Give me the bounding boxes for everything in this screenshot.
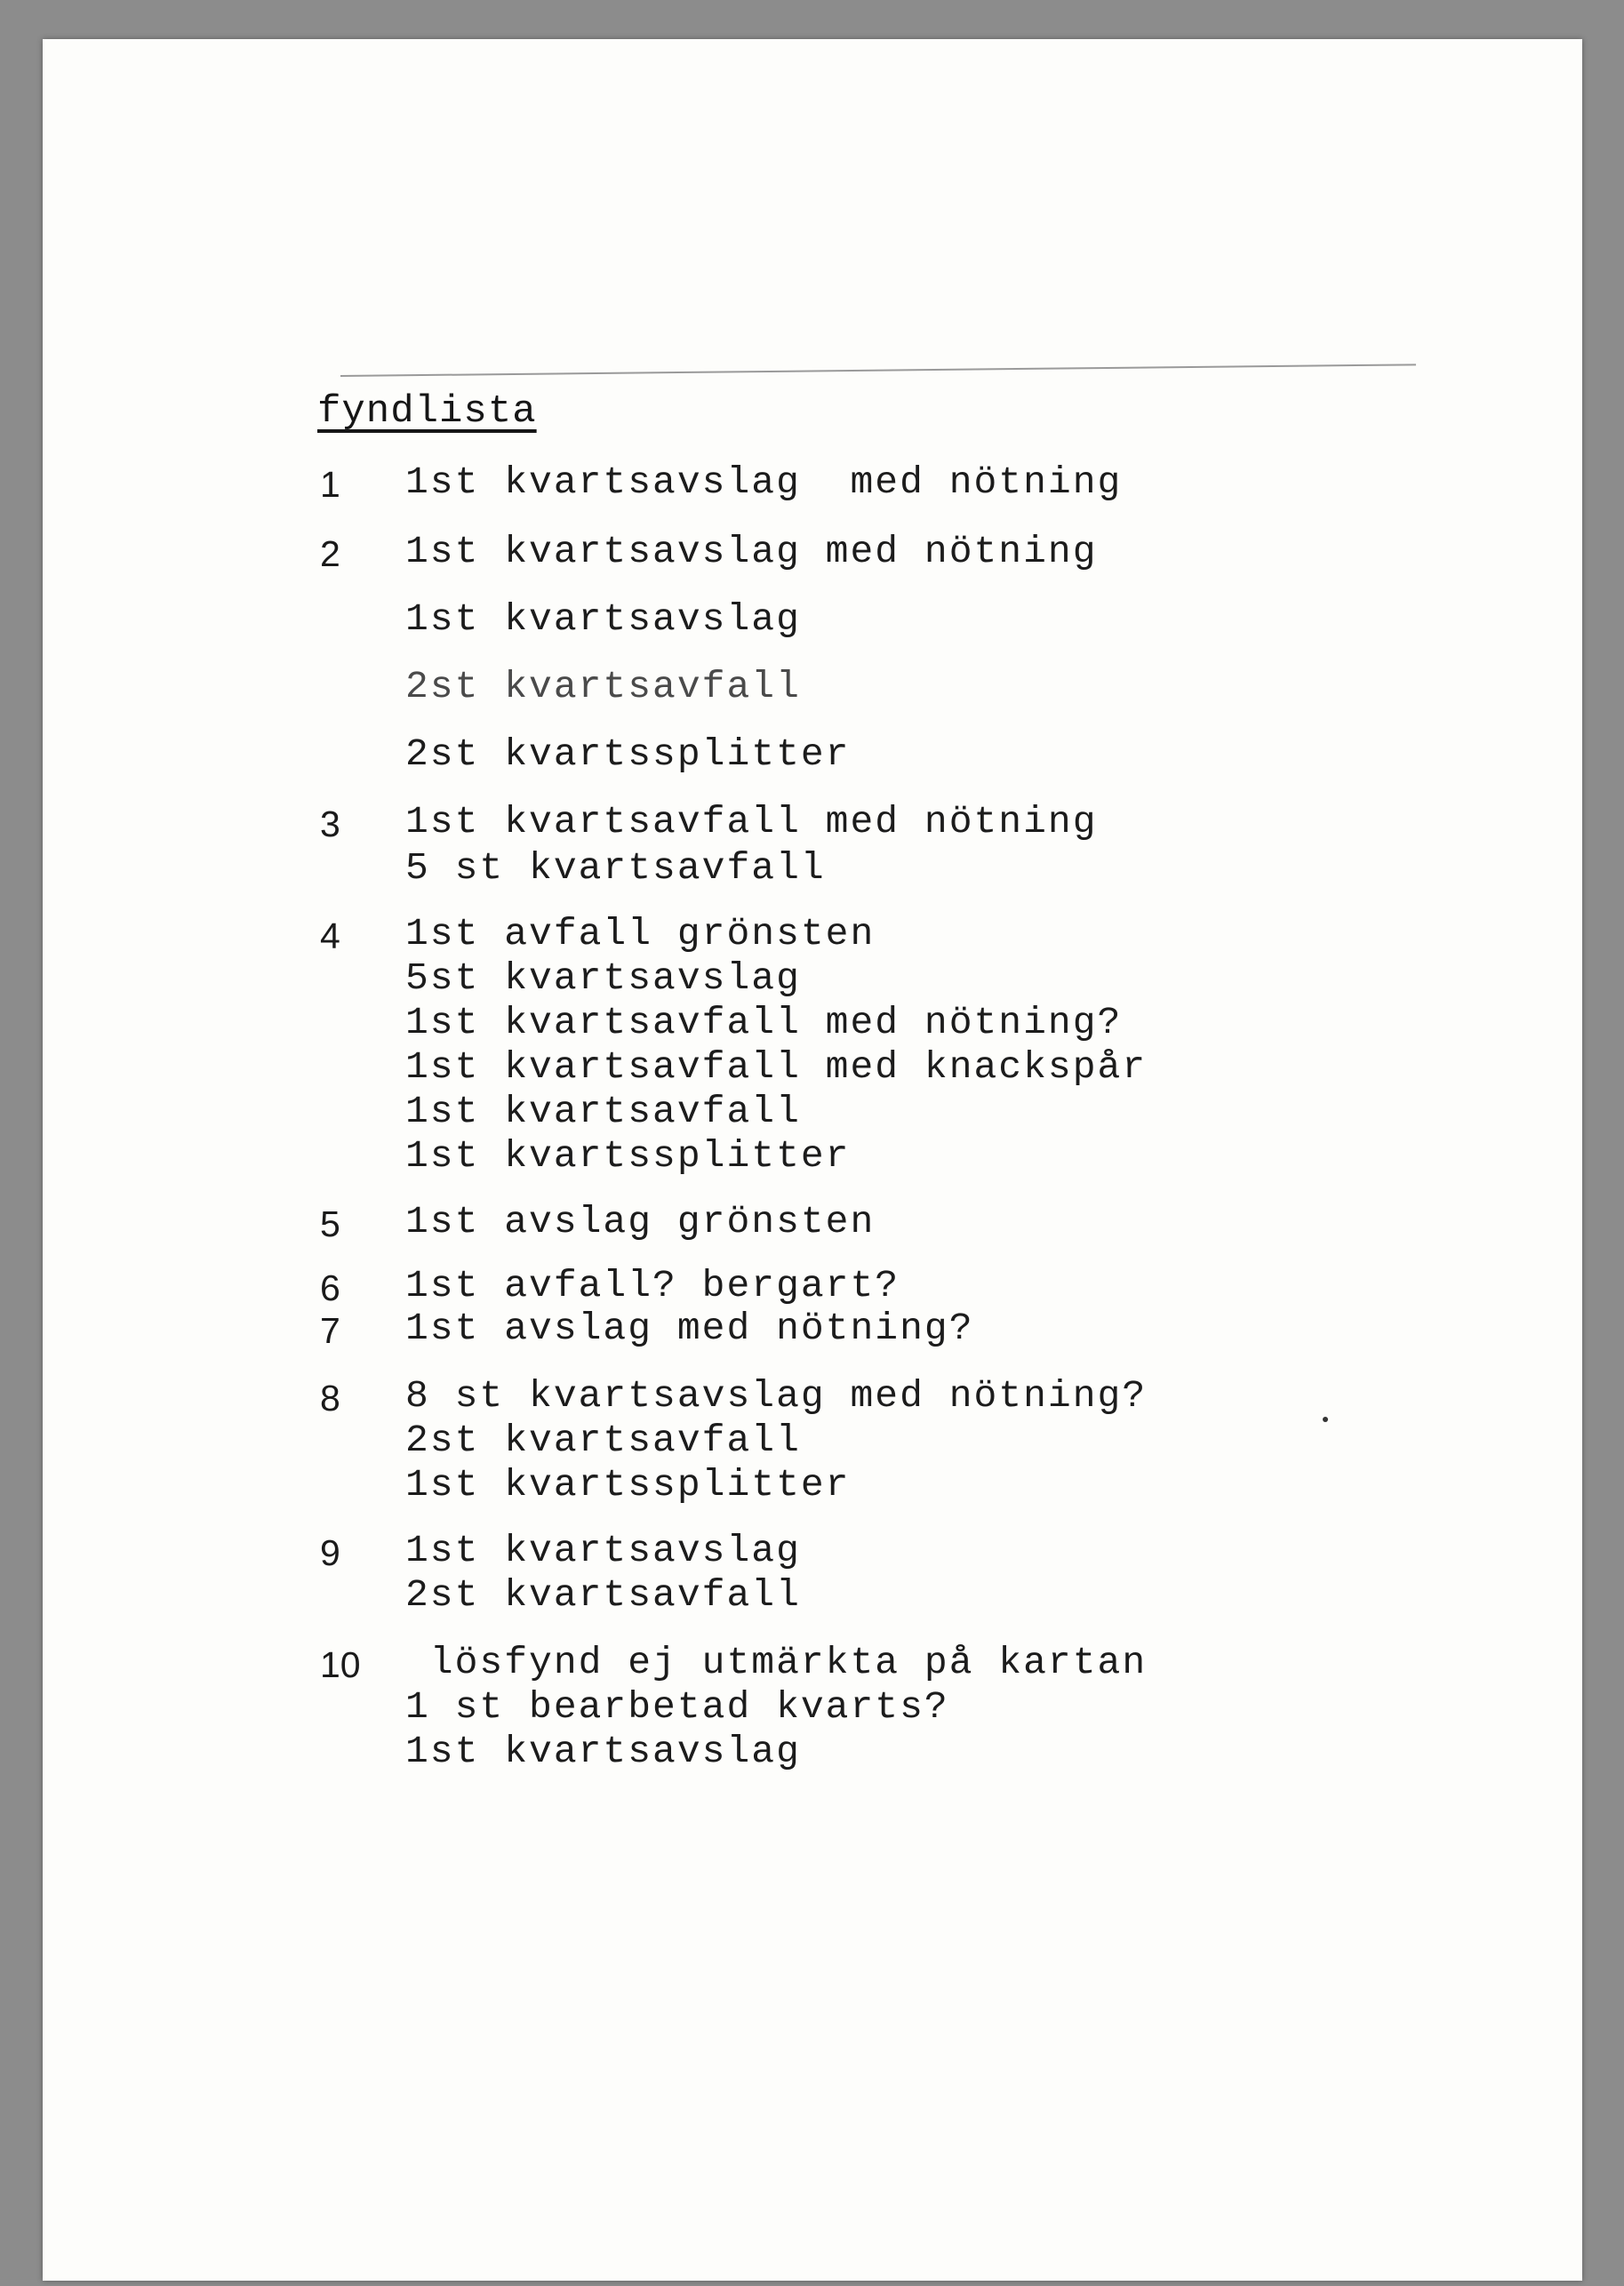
entry-line: 1st kvartsavslag med nötning (405, 530, 1098, 573)
entry-line: 1st kvartsavslag (405, 1730, 801, 1773)
entry-number: 4 (320, 915, 340, 956)
entry-number: 7 (320, 1310, 340, 1351)
entry-line: 8 st kvartsavslag med nötning? (405, 1374, 1148, 1418)
entry-number: 5 (320, 1203, 340, 1244)
entry-line: 1st kvartsavfall med nötning (405, 800, 1098, 843)
entry-line: 1st kvartssplitter (405, 1463, 851, 1507)
entry-number: 2 (320, 533, 340, 574)
entry-number: 9 (320, 1532, 340, 1573)
entry-line: lösfynd ej utmärkta på kartan (405, 1641, 1148, 1684)
entry-line: 1st kvartsavfall med nötning? (405, 1001, 1123, 1044)
entry-line: 2st kvartsavfall (405, 1419, 801, 1462)
entry-line: 1st kvartsavslag (405, 597, 801, 641)
entry-line: 1st avslag med nötning? (405, 1307, 974, 1350)
entry-number: 3 (320, 803, 340, 844)
ink-speck (1323, 1417, 1328, 1422)
entry-line: 1st avslag grönsten (405, 1200, 876, 1243)
entry-number: 1 (320, 464, 340, 505)
entry-line: 2st kvartsavfall (405, 1573, 801, 1617)
entry-line: 5st kvartsavslag (405, 956, 801, 1000)
entry-line: 1 st bearbetad kvarts? (405, 1685, 949, 1729)
entry-line: 1st kvartssplitter (405, 1134, 851, 1178)
entry-line: 1st kvartsavslag med nötning (405, 460, 1123, 504)
entry-line: 1st kvartsavfall (405, 1090, 801, 1133)
entry-line: 1st kvartsavfall med knackspår (405, 1045, 1148, 1089)
entry-number: 6 (320, 1267, 340, 1308)
entry-number: 8 (320, 1378, 340, 1419)
header-rule (340, 364, 1416, 377)
entry-line: 1st avfall? bergart? (405, 1264, 900, 1307)
entry-number: 10 (320, 1644, 361, 1685)
entry-line: 5 st kvartsavfall (405, 846, 826, 890)
entry-line: 1st kvartsavslag (405, 1529, 801, 1572)
document-title: fyndlista (317, 389, 537, 434)
entry-line: 1st avfall grönsten (405, 912, 876, 955)
entry-line: 2st kvartsavfall (405, 665, 801, 708)
entry-line: 2st kvartssplitter (405, 732, 851, 776)
